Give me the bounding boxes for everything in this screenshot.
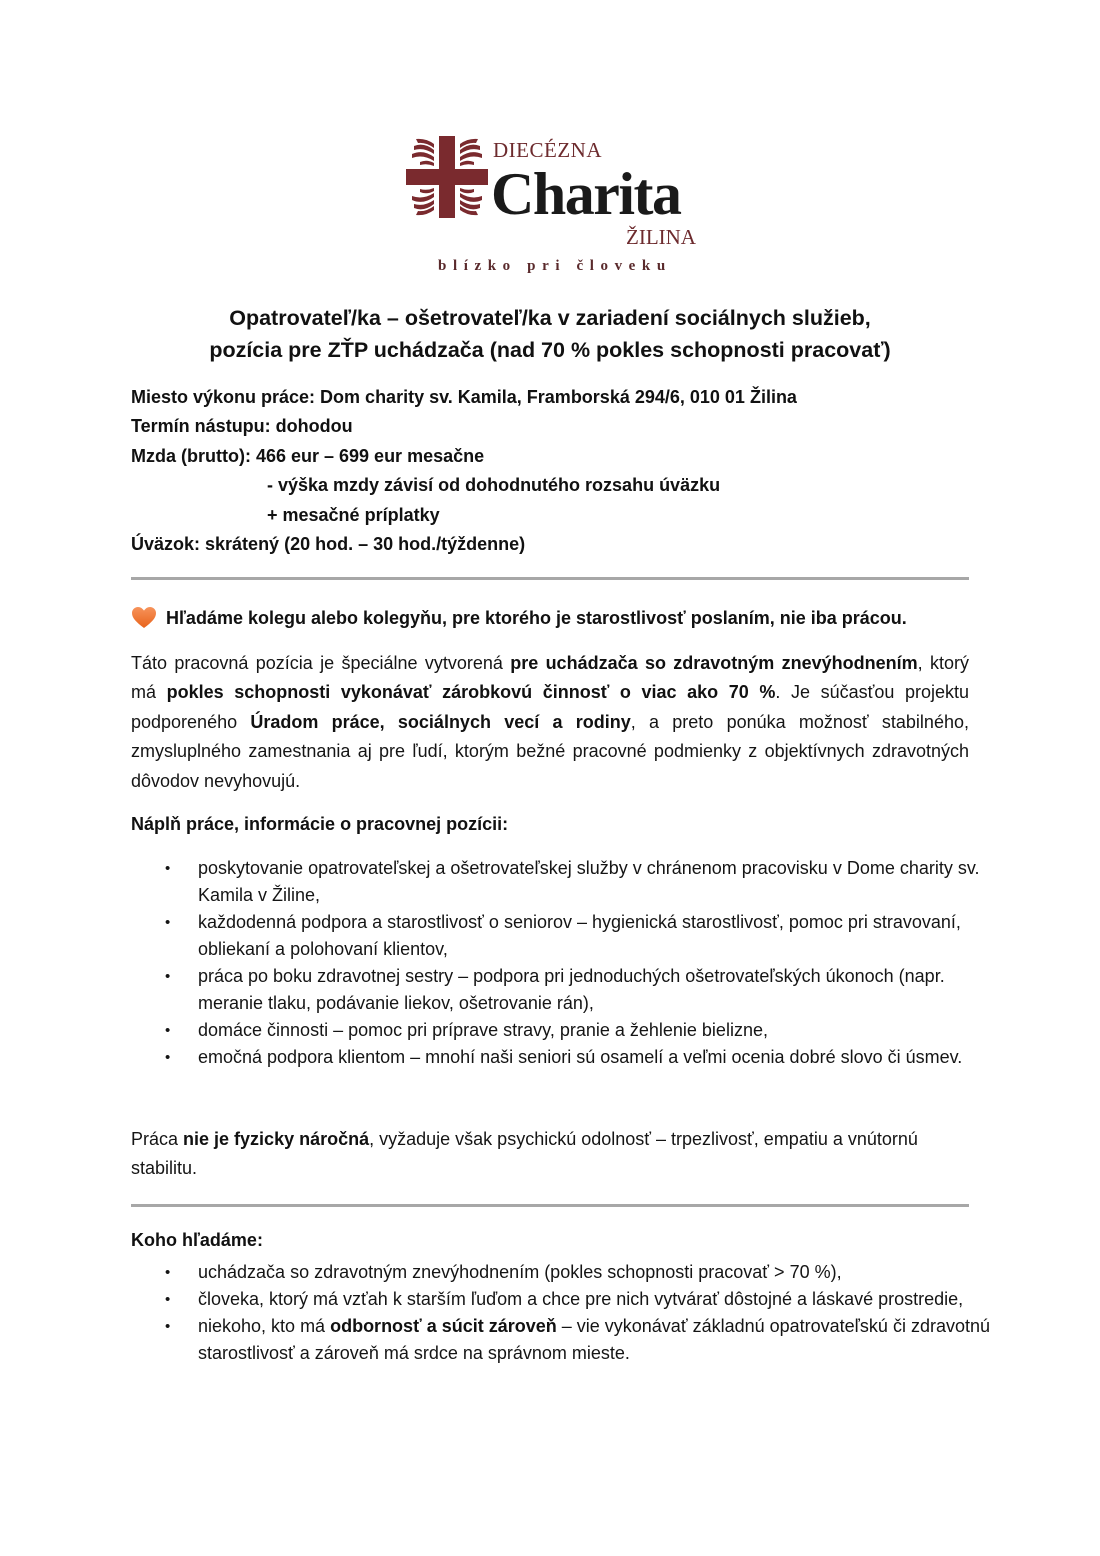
- salary-bonus-note: + mesačné príplatky: [267, 504, 440, 525]
- list-item-text: poskytovanie opatrovateľskej a ošetrovateľskej služby v chránenom pracovisku v Dome charity sv. Kamila v Žiline,: [198, 858, 980, 905]
- list-item: [131, 909, 991, 963]
- intro-paragraph: [131, 649, 969, 796]
- headline-text: Hľadáme kolegu alebo kolegyňu, pre ktorého je starostlivosť poslaním, nie iba prácou.: [166, 607, 907, 628]
- list-item: [131, 1286, 991, 1313]
- list-item-text: človeka, ktorý má vzťah k starším ľuďom a chce pre nich vytvárať dôstojné a láskavé prostredie,: [198, 1289, 964, 1309]
- list-item-text: domáce činnosti – pomoc pri príprave stravy, pranie a žehlenie bielizne,: [198, 1020, 768, 1040]
- job-title: [100, 302, 1000, 366]
- job-title-line-2: pozícia pre ZŤP uchádzača (nad 70 % pokles schopnosti pracovať): [209, 338, 891, 362]
- bullet-icon: •: [165, 860, 171, 877]
- bullet-icon: •: [165, 1291, 171, 1308]
- closing-emphasis: nie je fyzicky náročná: [183, 1129, 370, 1149]
- bullet-icon: •: [165, 1318, 171, 1335]
- intro-emphasis: Úradom práce, sociálnych vecí a rodiny: [250, 711, 631, 732]
- section-divider: [131, 1204, 969, 1207]
- list-item-text: – vie vykonávať základnú opatrovateľskú či zdravotnú starostlivosť a zároveň má srdce na správnom mieste.: [198, 1316, 990, 1363]
- closing-text: Práca: [131, 1129, 184, 1149]
- section-divider: [131, 577, 969, 580]
- list-item-text: emočná podpora klientom – mnohí naši seniori sú osamelí a veľmi ocenia dobré slovo či úsmev.: [198, 1047, 963, 1067]
- list-item-text: uchádzača so zdravotným znevýhodnením (pokles schopnosti pracovať > 70 %),: [198, 1262, 842, 1282]
- orange-heart-icon: [131, 606, 157, 630]
- logo-line-zilina: ŽILINA: [626, 225, 696, 249]
- bullet-icon: •: [165, 914, 171, 931]
- list-item-text: každodenná podpora a starostlivosť o seniorov – hygienická starostlivosť, pomoc pri stravovaní, obliekaní a polohovaní klientov,: [198, 912, 961, 959]
- list-item-text: práca po boku zdravotnej sestry – podpora pri jednoduchých ošetrovateľských úkonoch (napr. meranie tlaku, podávanie liekov, ošetrovanie rán),: [198, 966, 945, 1013]
- intro-text: . Je súčasťou projektu podporeného: [131, 682, 969, 732]
- list-item: [131, 1017, 991, 1044]
- job-title-line-1: Opatrovateľ/ka – ošetrovateľ/ka v zariadení sociálnych služieb,: [229, 306, 871, 330]
- logo-tagline: blízko pri človeku: [438, 258, 672, 274]
- charita-logo: [404, 136, 704, 286]
- logo-line-diecezna: DIECÉZNA: [493, 138, 602, 162]
- intro-text: Táto pracovná pozícia je špeciálne vytvorená: [131, 653, 511, 673]
- list-item: [131, 855, 991, 909]
- closing-text: , vyžaduje však psychickú odolnosť – trpezlivosť, empatiu a vnútornú stabilitu.: [131, 1129, 918, 1179]
- headline: [131, 606, 907, 630]
- workload: Úväzok: skrátený (20 hod. – 30 hod./týždenne): [131, 534, 526, 555]
- intro-text: , a preto ponúka možnosť stabilného, zmysluplného zamestnania aj pre ľudí, ktorým bežné pracovné podmienky z objektívnych zdravotných dôvodov nevyhovujú.: [131, 711, 969, 791]
- bullet-icon: •: [165, 1049, 171, 1066]
- duties-list: [131, 855, 991, 1071]
- work-location: Miesto výkonu práce: Dom charity sv. Kamila, Framborská 294/6, 010 01 Žilina: [131, 387, 797, 407]
- seeking-list: [131, 1259, 991, 1367]
- intro-text: , ktorý má: [131, 653, 969, 703]
- list-item: [131, 1044, 991, 1071]
- duties-heading: Náplň práce, informácie o pracovnej pozícii:: [131, 814, 509, 834]
- start-date: Termín nástupu: dohodou: [131, 416, 353, 437]
- list-item: [131, 1313, 991, 1367]
- intro-emphasis: pokles schopnosti vykonávať zárobkovú činnosť o viac ako 70 %: [166, 682, 776, 703]
- salary: Mzda (brutto): 466 eur – 699 eur mesačne: [131, 445, 485, 466]
- salary-note: - výška mzdy závisí od dohodnutého rozsahu úväzku: [267, 475, 721, 496]
- closing-paragraph: [131, 1125, 969, 1184]
- bullet-icon: •: [165, 968, 171, 985]
- intro-emphasis: pre uchádzača so zdravotným znevýhodnením: [510, 653, 918, 673]
- list-item: [131, 1259, 991, 1286]
- bullet-icon: •: [165, 1022, 171, 1039]
- caritas-cross-icon: [406, 136, 488, 218]
- seeking-heading: Koho hľadáme:: [131, 1230, 263, 1250]
- job-info: [131, 383, 797, 559]
- logo-name: Charita: [491, 161, 681, 227]
- list-item-emphasis: odbornosť a súcit zároveň: [330, 1316, 557, 1336]
- list-item: [131, 963, 991, 1017]
- list-item-text: niekoho, kto má: [198, 1316, 331, 1336]
- bullet-icon: •: [165, 1264, 171, 1281]
